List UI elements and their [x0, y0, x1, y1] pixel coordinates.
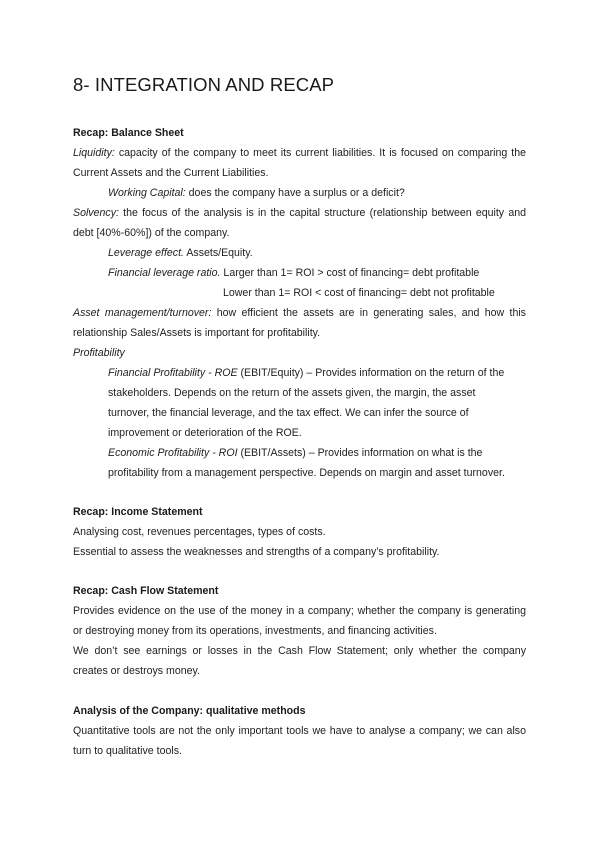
roe-line-4: improvement or deterioration of the ROE. — [108, 427, 302, 439]
liquidity-line-2: Current Assets and the Current Liabilities. — [73, 167, 269, 179]
asset-management-line-1 — [73, 306, 526, 320]
leverage-effect-text: Assets/Equity. — [183, 247, 253, 259]
liquidity-text-1: capacity of the company to meet its current liabilities. It is focused on comparing the — [114, 147, 526, 159]
solvency-text-1: the focus of the analysis is in the capital structure (relationship between equity and — [118, 207, 526, 219]
asset-management-term: Asset management/turnover: — [73, 307, 212, 319]
cash-flow-line-1: Provides evidence on the use of the money in a company; whether the company is generating — [73, 605, 526, 617]
leverage-effect-term: Leverage effect. — [108, 247, 184, 259]
solvency-line-1 — [73, 206, 526, 220]
qualitative-line-2: turn to qualitative tools. — [73, 745, 182, 757]
income-line-2: Essential to assess the weaknesses and strengths of a company’s profitability. — [73, 546, 440, 558]
liquidity-term: Liquidity: — [73, 147, 115, 159]
leverage-effect-line — [108, 246, 253, 260]
liquidity-line-1 — [73, 146, 526, 160]
cash-flow-line-2: or destroying money from its operations, investments, and financing activities. — [73, 625, 437, 637]
working-capital-line — [108, 186, 405, 200]
balance-sheet-heading: Recap: Balance Sheet — [73, 127, 184, 139]
roe-line-2: stakeholders. Depends on the return of the assets given, the margin, the asset — [108, 387, 476, 399]
working-capital-text: does the company have a surplus or a deficit? — [185, 187, 405, 199]
roe-line-1 — [108, 366, 504, 380]
asset-management-line-2: relationship Sales/Assets is important for profitability. — [73, 327, 321, 339]
income-statement-heading: Recap: Income Statement — [73, 506, 203, 518]
roe-line-3: turnover, the financial leverage, and the tax effect. We can infer the source of — [108, 407, 469, 419]
financial-leverage-ratio-line-2: Lower than 1= ROI < cost of financing= debt not profitable — [223, 287, 495, 299]
financial-leverage-ratio-line-1 — [108, 266, 479, 280]
cash-flow-line-4: creates or destroys money. — [73, 665, 200, 677]
roi-line-2: profitability from a management perspective. Depends on margin and asset turnover. — [108, 467, 505, 479]
cash-flow-line-3: We don’t see earnings or losses in the Cash Flow Statement; only whether the company — [73, 645, 526, 657]
working-capital-term: Working Capital: — [108, 187, 186, 199]
page-title: 8- INTEGRATION AND RECAP — [73, 74, 335, 95]
roi-term: Economic Profitability - ROI — [108, 447, 238, 459]
roi-text-1: (EBIT/Assets) – Provides information on what is the — [237, 447, 483, 459]
roe-term: Financial Profitability - ROE — [108, 367, 238, 379]
solvency-line-2: debt [40%-60%]) of the company. — [73, 227, 230, 239]
qualitative-methods-heading: Analysis of the Company: qualitative methods — [73, 705, 306, 717]
qualitative-line-1: Quantitative tools are not the only important tools we have to analyse a company; we can also — [73, 725, 526, 737]
profitability-term: Profitability — [73, 347, 125, 359]
roi-line-1 — [108, 446, 482, 460]
solvency-term: Solvency: — [73, 207, 119, 219]
roe-text-1: (EBIT/Equity) – Provides information on the return of the — [237, 367, 505, 379]
financial-leverage-ratio-text-1: Larger than 1= ROI > cost of financing= debt profitable — [220, 267, 480, 279]
financial-leverage-ratio-term: Financial leverage ratio. — [108, 267, 221, 279]
income-line-1: Analysing cost, revenues percentages, types of costs. — [73, 526, 326, 538]
asset-management-text-1: how efficient the assets are in generating sales, and how this — [211, 307, 526, 319]
cash-flow-heading: Recap: Cash Flow Statement — [73, 585, 219, 597]
